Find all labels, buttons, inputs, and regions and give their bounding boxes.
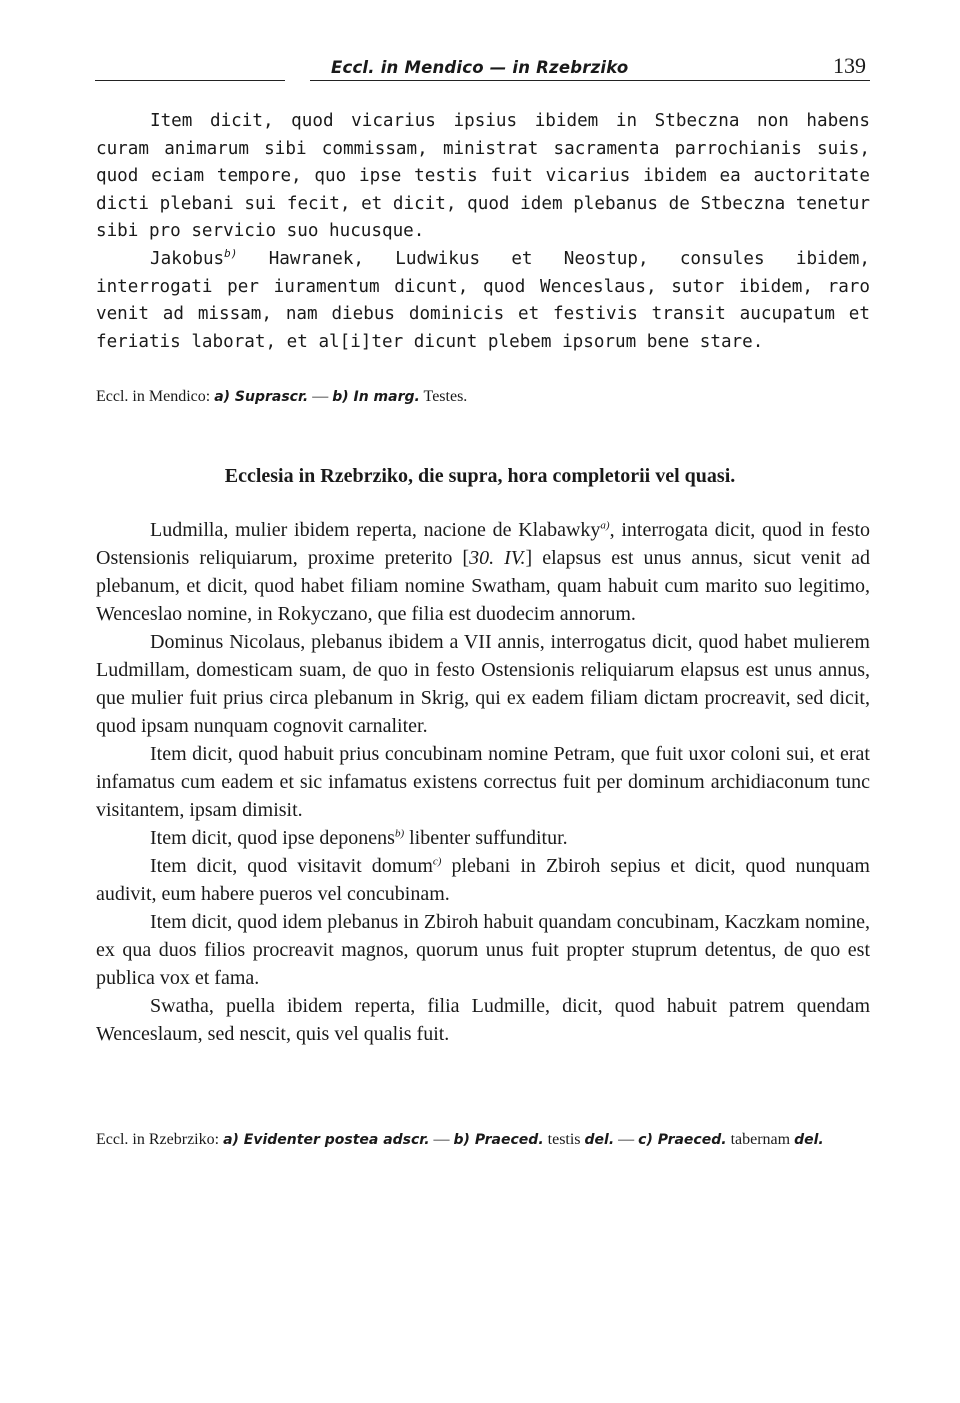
footnote-text: — [614,1131,639,1148]
paragraph-text: , interrogata dicit, quod in festo Ostensionis reliquiarum, proxime preterito [ [96,519,871,569]
footnote-note: b) Praeced. [453,1132,544,1148]
running-head-title: Eccl. in Mendico — in Rzebrziko [331,58,629,77]
header-rule-right [310,80,870,81]
footnote-note: c) Praeced. [638,1132,727,1148]
paragraph: Item dicit, quod habuit prius concubinam nomine Petram, que fuit uxor coloni sui, et erat infamatus cum eadem et sic infamatus existens correctus fuit per dominum archidiaconum tunc visitantem, ipsam dimisit. [96,743,870,821]
footnote-apparatus-rzebrziko [96,1130,870,1150]
paragraph-text: Item dicit, quod ipse deponens [150,827,395,849]
paragraph: Item dicit, quod idem plebanus in Zbiroh habuit quandam concubinam, Kaczkam nomine, ex qua duos filios procreavit magnos, quorum unus fuit propter stuprum detentus, de quo est publica vox et fama. [96,911,870,989]
paragraph-text: libenter suffunditur. [404,827,568,849]
footnote-marker: a) [600,519,610,532]
footnote-text: Testes. [419,388,468,405]
footnote-note: b) In marg. [332,389,420,405]
footnote-text: — [429,1131,454,1148]
footnote-note: del. [584,1132,615,1148]
paragraph: Item dicit, quod vicarius ipsius ibidem in Stbeczna non habens curam animarum sibi commissam, ministrat sacramenta parrochianis suis, quod eciam tempore, quo ipse testis fuit vicarius ibidem ea auctoritate dicti plebani sui fecit, et dicit, quod idem plebanus de Stbeczna tenetur sibi pro servicio suo hucusque. [96,111,870,242]
footnote-apparatus-mendico [96,387,870,407]
header-rule-left [95,80,285,81]
date-reference: 30. IV. [469,547,526,569]
paragraph [96,824,870,852]
footnote-note: a) Suprascr. [214,389,309,405]
paragraph [96,246,870,356]
footnote-marker: c) [432,855,442,868]
paragraph: Dominus Nicolaus, plebanus ibidem a VII annis, interrogatus dicit, quod habet mulierem Ludmillam, domesticam suam, de quo in festo Ostensionis reliquiarum elapsus est unus annus, que mulier fuit prius circa plebanum in Skrig, qui ex eadem filiam dictam procreavit, sed dicit, quod ipsam nunquam cognovit carnaliter. [96,631,870,737]
section-rzebrziko-text [96,516,870,1048]
paragraph-text: Item dicit, quod visitavit domum [150,855,433,877]
paragraph [96,852,870,908]
footnote-text: testis [543,1131,585,1148]
footnote-note: del. [794,1132,824,1148]
footnote-text: Eccl. in Rzebrziko: [96,1131,224,1148]
section-heading: Ecclesia in Rzebrziko, die supra, hora completorii vel quasi. [224,465,736,487]
footnote-note: a) Evidenter postea adscr. [223,1132,430,1148]
footnote-marker: b) [394,827,405,840]
paragraph-text: Ludmilla, mulier ibidem reperta, nacione de Klabawky [150,519,601,541]
section-mendico-text [96,108,870,356]
page-number: 139 [833,53,866,78]
footnote-text: — [308,388,333,405]
paragraph [96,516,870,628]
paragraph-text: plebani in Zbiroh sepius et dicit, quod nunquam audivit, eum habere pueros vel concubinam. [96,855,870,905]
paragraph: Swatha, puella ibidem reperta, filia Ludmille, dicit, quod habuit patrem quendam Wenceslaum, sed nescit, quis vel qualis fuit. [96,995,870,1045]
paragraph-text: ] elapsus est unus annus, sicut venit ad plebanum, et dicit, quod habet filiam nomine Swatham, quam habuit cum marito suo legitimo, Wenceslao nomine, in Rokyczano, que filia est duodecim annorum. [96,547,870,625]
footnote-marker: b) [224,247,238,261]
paragraph-text: Jakobus [150,248,225,269]
footnote-text: tabernam [726,1131,795,1148]
footnote-text: Eccl. in Mendico: [96,388,215,405]
paragraph-text: Hawranek, Ludwikus et Neostup, consules ibidem, interrogati per iuramentum dicunt, quod Wenceslaus, sutor ibidem, raro venit ad missam, nam diebus dominicis et festivis transit aucupatum et feriatis laborat, et al[i]ter dicunt plebem ipsorum bene stare. [96,248,870,352]
running-head [95,53,870,86]
